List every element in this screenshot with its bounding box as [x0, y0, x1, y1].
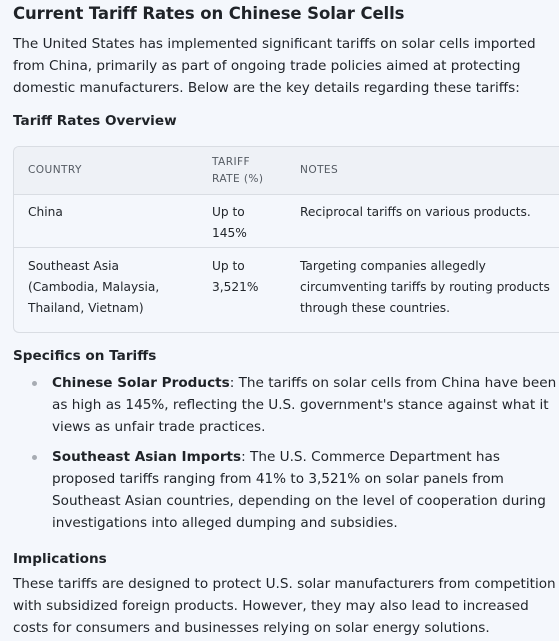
- implications-heading: Implications: [13, 551, 107, 567]
- column-header-rate: TARIFF RATE (%): [198, 147, 286, 195]
- list-item-label: Chinese Solar Products: [52, 375, 230, 391]
- list-item-label: Southeast Asian Imports: [52, 449, 242, 465]
- list-item-text: : The tariffs on solar cells from China have been as high as 145%, reflecting the U.S. government's stance against what it views as unfair trade practices.: [52, 375, 557, 435]
- cell-country: China: [14, 195, 198, 248]
- cell-notes: Reciprocal tariffs on various products.: [286, 195, 559, 248]
- table-header-row: [14, 147, 559, 195]
- specifics-list: [13, 372, 559, 542]
- overview-heading: Tariff Rates Overview: [13, 113, 177, 129]
- cell-rate: Up to 145%: [198, 195, 286, 248]
- table-row: [14, 248, 559, 326]
- bullet-icon: [32, 381, 37, 386]
- cell-rate: Up to 3,521%: [212, 259, 259, 294]
- cell-notes: Targeting companies allegedly circumventing tariffs by routing products through these countries.: [300, 259, 550, 315]
- implications-paragraph: These tariffs are designed to protect U.S. solar manufacturers from competition with subsidized foreign products. However, they may also lead to increased costs for consumers and businesses relying on solar energy solutions.: [13, 576, 556, 636]
- tariff-table: [14, 147, 559, 325]
- specifics-heading: Specifics on Tariffs: [13, 348, 157, 364]
- cell-country: Southeast Asia (Cambodia, Malaysia, Thailand, Vietnam): [28, 259, 160, 315]
- intro-paragraph: The United States has implemented significant tariffs on solar cells imported from China, primarily as part of ongoing trade policies aimed at protecting domestic manufacturers. Below are the key details regarding these tariffs:: [13, 36, 536, 96]
- bullet-icon: [32, 455, 37, 460]
- column-header-country: COUNTRY: [14, 147, 198, 195]
- tariff-table-container[interactable]: [13, 146, 559, 333]
- table-row: [14, 195, 559, 248]
- list-item-text: : The U.S. Commerce Department has proposed tariffs ranging from 41% to 3,521% on solar panels from Southeast Asian countries, depending on the level of cooperation during investigations into alleged dumping and subsidies.: [52, 449, 546, 531]
- column-header-notes: NOTES: [286, 147, 559, 195]
- page-title: Current Tariff Rates on Chinese Solar Cells: [13, 4, 405, 23]
- list-item: [13, 372, 559, 438]
- list-item: [13, 446, 559, 534]
